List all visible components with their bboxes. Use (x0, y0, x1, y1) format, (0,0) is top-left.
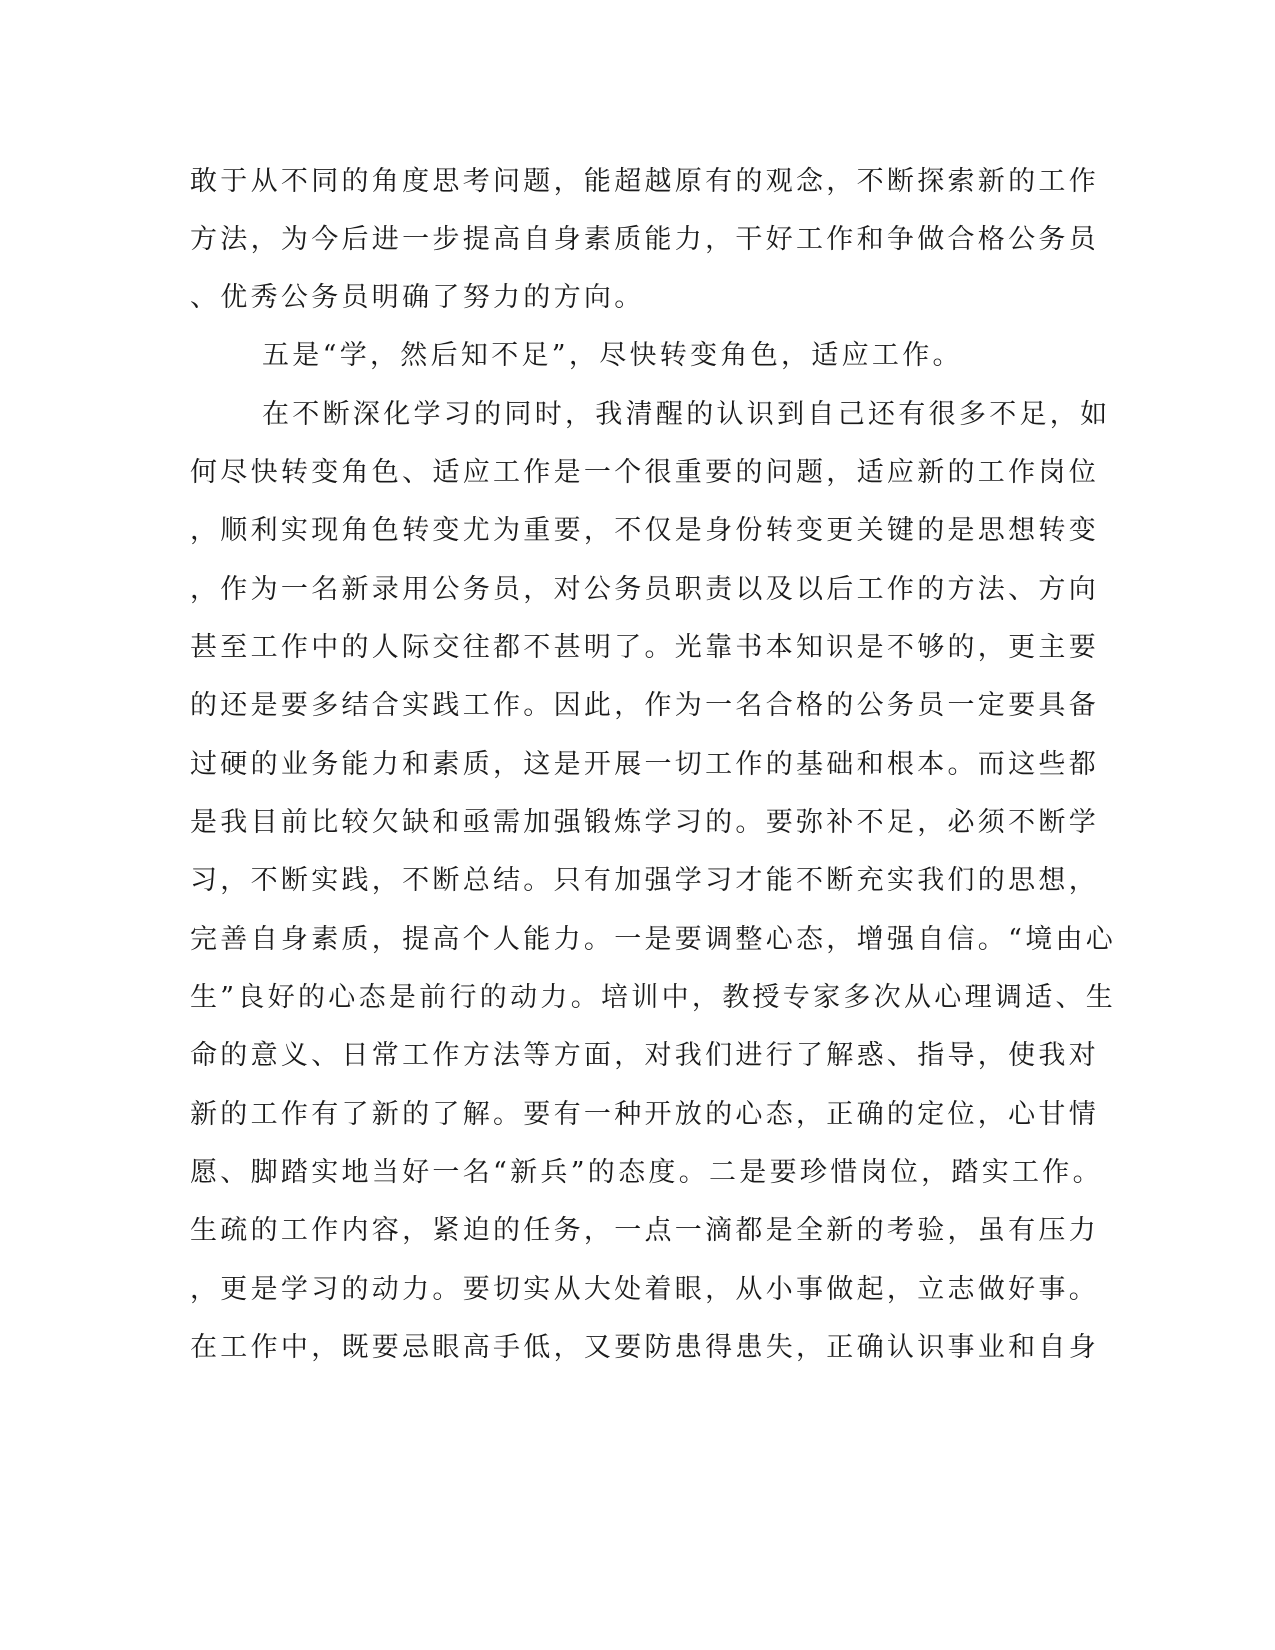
text-line: 何尽快转变角色、适应工作是一个很重要的问题，适应新的工作岗位 (190, 457, 1099, 488)
text-line: 甚至工作中的人际交往都不甚明了。光靠书本知识是不够的，更主要 (190, 632, 1099, 663)
paragraph-first-line: 在不断深化学习的同时，我清醒的认识到自己还有很多不足，如 (262, 399, 1111, 430)
text-line: 命的意义、日常工作方法等方面，对我们进行了解惑、指导，使我对 (190, 1040, 1099, 1071)
text-line: 方法，为今后进一步提高自身素质能力，干好工作和争做合格公务员 (190, 224, 1099, 255)
text-line: 、优秀公务员明确了努力的方向。 (190, 282, 645, 313)
text-line: ，顺利实现角色转变尤为重要，不仅是身份转变更关键的是思想转变 (190, 515, 1099, 546)
text-line: 生”良好的心态是前行的动力。培训中，教授专家多次从心理调适、生 (190, 982, 1117, 1013)
text-line: 是我目前比较欠缺和亟需加强锻炼学习的。要弥补不足，必须不断学 (190, 807, 1099, 838)
text-line: ，更是学习的动力。要切实从大处着眼，从小事做起，立志做好事。 (190, 1274, 1099, 1305)
text-line: 新的工作有了新的了解。要有一种开放的心态，正确的定位，心甘情 (190, 1099, 1099, 1130)
text-line: 愿、脚踏实地当好一名“新兵”的态度。二是要珍惜岗位，踏实工作。 (190, 1157, 1103, 1188)
text-line: 生疏的工作内容，紧迫的任务，一点一滴都是全新的考验，虽有压力 (190, 1215, 1099, 1246)
text-line: 在工作中，既要忌眼高手低，又要防患得患失，正确认识事业和自身 (190, 1332, 1099, 1363)
text-line: 敢于从不同的角度思考问题，能超越原有的观念，不断探索新的工作 (190, 166, 1099, 197)
text-line: 过硬的业务能力和素质，这是开展一切工作的基础和根本。而这些都 (190, 749, 1099, 780)
section-heading: 五是“学，然后知不足”，尽快转变角色，适应工作。 (262, 340, 963, 371)
text-line: 习，不断实践，不断总结。只有加强学习才能不断充实我们的思想， (190, 865, 1099, 896)
text-line: 完善自身素质，提高个人能力。一是要调整心态，增强自信。“境由心 (190, 924, 1117, 955)
text-line: ，作为一名新录用公务员，对公务员职责以及以后工作的方法、方向 (190, 574, 1099, 605)
text-line: 的还是要多结合实践工作。因此，作为一名合格的公务员一定要具备 (190, 690, 1099, 721)
